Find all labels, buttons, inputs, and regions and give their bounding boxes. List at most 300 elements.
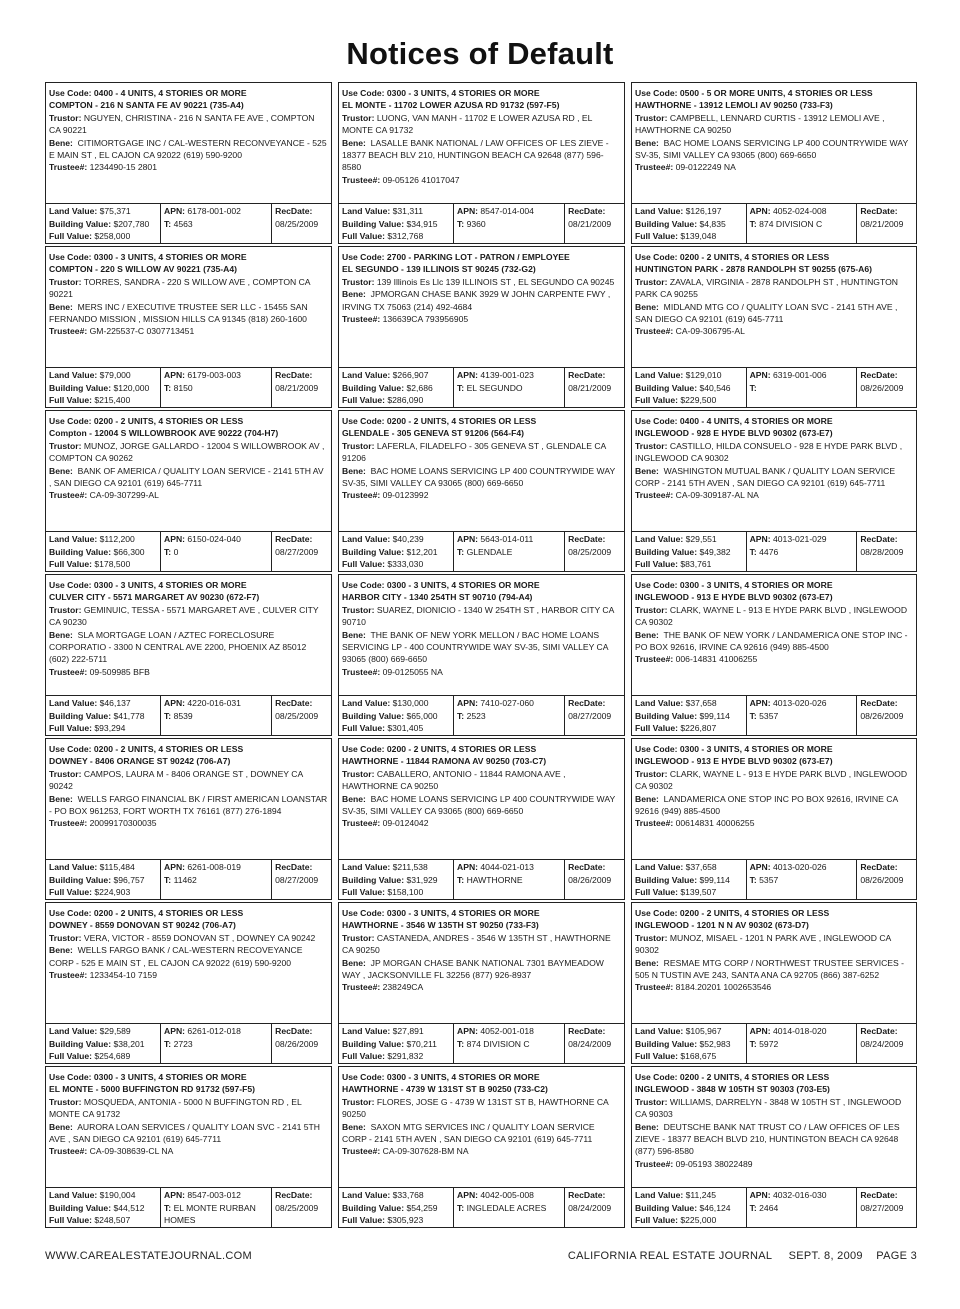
trustee-label: Trustee#: <box>49 970 88 981</box>
trustor-label: Trustor: <box>342 112 375 123</box>
apn-cell <box>453 696 564 735</box>
trustor-value: LUONG, VAN MANH - 11702 E LOWER AZUSA RD , EL MONTE CA 91732 <box>342 112 593 136</box>
land-value-label: Land Value: <box>49 534 98 544</box>
building-value: $41,778 <box>113 710 145 721</box>
bene-line <box>635 137 913 162</box>
land-value-label: Land Value: <box>342 1026 391 1036</box>
values-cell <box>339 368 453 407</box>
apn-cell <box>453 860 564 899</box>
bene-value: SLA MORTGAGE LOAN / AZTEC FORECLOSURE CORPORATIO - 3300 N CENTRAL AVE 2200, PHOENIX AZ 85012 (602) 222-5711 <box>49 629 307 665</box>
notice-body <box>339 739 624 859</box>
trustee-value: 09-05126 41017047 <box>382 174 460 185</box>
recdate-cell <box>564 1188 624 1227</box>
notice-body <box>339 1067 624 1187</box>
recdate-label: RecDate: <box>568 1026 606 1036</box>
building-value-label: Building Value: <box>635 1038 698 1049</box>
apn-label: APN: <box>457 1026 479 1036</box>
full-value-label: Full Value: <box>635 723 678 734</box>
notice-card <box>338 574 625 736</box>
full-value: $139,048 <box>680 231 717 242</box>
apn-label: APN: <box>457 862 479 872</box>
recdate-label: RecDate: <box>275 1026 313 1036</box>
bene-line <box>49 301 328 326</box>
notice-values-row <box>632 1187 916 1227</box>
bene-label: Bene: <box>635 301 659 312</box>
bene-value: SAXON MTG SERVICES INC / QUALITY LOAN SERVICE CORP - 2141 5TH AVEN , SAN DIEGO CA 92101 (619) 645-7711 <box>342 1121 595 1145</box>
trustee-line <box>49 969 328 981</box>
notice-card <box>338 902 625 1064</box>
tract-label: T: <box>164 1202 172 1213</box>
property-address: HUNTINGTON PARK - 2878 RANDOLPH ST 90255 (675-A6) <box>635 264 873 275</box>
notice-card <box>45 574 332 736</box>
trustor-label: Trustor: <box>635 1096 668 1107</box>
bene-line <box>635 793 913 818</box>
full-value-label: Full Value: <box>342 559 385 570</box>
apn-cell <box>453 368 564 407</box>
tract-label: T: <box>457 710 465 721</box>
notice-card <box>338 410 625 572</box>
property-address: GLENDALE - 305 GENEVA ST 91206 (564-F4) <box>342 428 524 439</box>
apn-cell <box>453 204 564 243</box>
property-address: Compton - 12004 S WILLOWBROOK AVE 90222 (704-H7) <box>49 428 279 439</box>
full-value-label: Full Value: <box>342 723 385 734</box>
full-value-label: Full Value: <box>635 1215 678 1226</box>
bene-label: Bene: <box>342 629 366 640</box>
land-value-label: Land Value: <box>635 698 684 708</box>
land-value: $11,245 <box>685 1190 717 1200</box>
notice-values-row <box>632 859 916 899</box>
bene-value: DEUTSCHE BANK NAT TRUST CO / LAW OFFICES OF LES ZIEVE - 18377 BEACH BLVD 210, HUNTINGTON BEACH CA 92648 (877) 596-8580 <box>635 1121 900 1157</box>
tract-label: T: <box>749 218 757 229</box>
notice-card <box>338 738 625 900</box>
bene-label: Bene: <box>635 1121 659 1132</box>
building-value-label: Building Value: <box>342 1038 405 1049</box>
tract-value: 874 DIVISION C <box>466 1038 530 1049</box>
bene-value: THE BANK OF NEW YORK MELLON / BAC HOME LOANS SERVICING LP - 400 COUNTRYWIDE WAY SV-35, SIMI VALLEY CA 93065 (800) 669-6650 <box>342 629 609 665</box>
land-value: $105,967 <box>685 1026 722 1036</box>
full-value-label: Full Value: <box>49 1215 92 1226</box>
apn-label: APN: <box>164 862 186 872</box>
notice-column <box>631 82 917 1228</box>
apn-value: 6150-024-040 <box>187 534 241 544</box>
apn-cell <box>746 1024 857 1063</box>
building-value-label: Building Value: <box>635 874 698 885</box>
trustor-label: Trustor: <box>342 604 375 615</box>
trustor-value: CLARK, WAYNE L - 913 E HYDE PARK BLVD , INGLEWOOD CA 90302 <box>635 768 908 792</box>
notice-body <box>632 1067 916 1187</box>
building-value: $70,211 <box>406 1038 437 1049</box>
notice-values-row <box>339 1023 624 1063</box>
bene-value: JP MORGAN CHASE BANK NATIONAL 7301 BAYMEADOW WAY , JACKSONVILLE FL 32256 (877) 926-8937 <box>342 957 604 981</box>
values-cell <box>632 860 746 899</box>
values-cell <box>632 1188 746 1227</box>
full-value-label: Full Value: <box>342 1215 385 1226</box>
use-code: Use Code: 0300 - 3 UNITS, 4 STORIES OR MORE <box>342 1072 540 1082</box>
bene-label: Bene: <box>635 793 659 804</box>
land-value: $37,658 <box>685 862 717 872</box>
bene-value: BANK OF AMERICA / QUALITY LOAN SERVICE - 2141 5TH AV , SAN DIEGO CA 92101 (619) 645-7711 <box>49 465 324 489</box>
bene-label: Bene: <box>342 957 366 968</box>
full-value: $305,923 <box>387 1215 424 1226</box>
apn-label: APN: <box>164 206 186 216</box>
notice-body <box>339 83 624 203</box>
page-title: Notices of Default <box>346 36 614 71</box>
trustee-value: 09-0123992 <box>382 490 429 501</box>
trustee-value: CA-09-309187-AL NA <box>675 490 759 501</box>
bene-line <box>342 1121 621 1146</box>
building-value: $44,512 <box>113 1202 145 1213</box>
land-value-label: Land Value: <box>635 1190 684 1200</box>
trustor-value: CAMPBELL, LENNARD CURTIS - 13912 LEMOLI AVE , HAWTHORNE CA 90250 <box>635 112 885 136</box>
notice-card <box>45 1066 332 1228</box>
trustee-value: GM-225537-C 0307713451 <box>89 326 195 337</box>
tract-value: 5972 <box>759 1038 779 1049</box>
apn-cell <box>160 532 271 571</box>
property-address: DOWNEY - 8406 ORANGE ST 90242 (706-A7) <box>49 756 231 767</box>
notice-values-row <box>46 1023 331 1063</box>
recdate-cell <box>564 696 624 735</box>
recdate-value: 08/21/2009 <box>860 218 904 229</box>
notice-values-row <box>632 367 916 407</box>
notice-values-row <box>339 367 624 407</box>
bene-value: BAC HOME LOANS SERVICING LP 400 COUNTRYWIDE WAY SV-35, SIMI VALLEY CA 93065 (800) 669-6650 <box>635 137 909 161</box>
land-value-label: Land Value: <box>49 1026 98 1036</box>
full-value: $254,689 <box>94 1051 131 1062</box>
notice-values-row <box>46 203 331 243</box>
trustor-label: Trustor: <box>49 276 82 287</box>
trustee-line <box>342 981 621 993</box>
bene-value: MERS INC / EXECUTIVE TRUSTEE SER LLC - 15455 SAN FERNANDO MISSION , MISSION HILLS CA 91345 (818) 260-1600 <box>49 301 308 325</box>
trustee-line <box>635 817 913 829</box>
building-value: $96,757 <box>113 874 145 885</box>
tract-label: T: <box>749 1202 757 1213</box>
footer-website: WWW.CAREALESTATEJOURNAL.COM <box>45 1250 252 1262</box>
land-value: $27,891 <box>392 1026 424 1036</box>
property-address: EL MONTE - 11702 LOWER AZUSA RD 91732 (597-F5) <box>342 100 560 111</box>
recdate-label: RecDate: <box>568 1190 606 1200</box>
apn-label: APN: <box>749 698 771 708</box>
land-value-label: Land Value: <box>635 534 684 544</box>
property-address: HAWTHORNE - 4739 W 131ST ST B 90250 (733-C2) <box>342 1084 548 1095</box>
apn-value: 4139-001-023 <box>480 370 534 380</box>
land-value-label: Land Value: <box>635 370 684 380</box>
recdate-value: 08/27/2009 <box>275 874 319 885</box>
recdate-value: 08/21/2009 <box>568 218 612 229</box>
bene-value: MIDLAND MTG CO / QUALITY LOAN SVC - 2141 5TH AVE , SAN DIEGO CA 92101 (619) 645-7711 <box>635 301 898 325</box>
trustee-value: 09-0125055 NA <box>382 666 443 677</box>
building-value: $52,983 <box>699 1038 731 1049</box>
bene-value: WELLS FARGO FINANCIAL BK / FIRST AMERICAN LOANSTAR - PO BOX 961253, FORT WORTH TX 76161 (877) 276-1894 <box>49 793 328 817</box>
apn-cell <box>746 532 857 571</box>
tract-value: 4476 <box>759 546 779 557</box>
land-value: $115,484 <box>99 862 135 872</box>
notice-card <box>338 1066 625 1228</box>
notice-values-row <box>339 1187 624 1227</box>
land-value-label: Land Value: <box>635 862 684 872</box>
trustor-line <box>635 112 913 137</box>
bene-label: Bene: <box>342 1121 366 1132</box>
tract-label: T: <box>457 1202 465 1213</box>
tract-value: 5357 <box>759 874 779 885</box>
land-value: $31,311 <box>392 206 424 216</box>
building-value: $4,835 <box>699 218 726 229</box>
notice-card <box>45 738 332 900</box>
notice-card <box>631 82 917 244</box>
recdate-label: RecDate: <box>275 862 313 872</box>
full-value: $291,832 <box>387 1051 424 1062</box>
tract-value: EL MONTE RURBAN HOMES <box>164 1202 256 1226</box>
land-value: $126,197 <box>685 206 722 216</box>
full-value: $93,294 <box>94 723 126 734</box>
bene-value: CITIMORTGAGE INC / CAL-WESTERN RECONVEYANCE - 525 E MAIN ST , EL CAJON CA 92022 (619) 590-9200 <box>49 137 327 161</box>
trustee-label: Trustee#: <box>635 326 674 337</box>
apn-cell <box>746 1188 857 1227</box>
recdate-cell <box>856 204 916 243</box>
values-cell <box>339 696 453 735</box>
apn-label: APN: <box>164 698 186 708</box>
trustee-value: 006-14831 41006255 <box>675 654 758 665</box>
trustee-line <box>635 489 913 501</box>
bene-label: Bene: <box>635 137 659 148</box>
building-value-label: Building Value: <box>49 710 112 721</box>
recdate-cell <box>271 532 331 571</box>
values-cell <box>632 1024 746 1063</box>
building-value: $207,780 <box>113 218 150 229</box>
notice-card <box>45 410 332 572</box>
building-value-label: Building Value: <box>635 546 698 557</box>
bene-label: Bene: <box>635 957 659 968</box>
tract-label: T: <box>749 874 757 885</box>
apn-value: 4042-005-008 <box>480 1190 534 1200</box>
values-cell <box>339 532 453 571</box>
recdate-value: 08/27/2009 <box>860 1202 904 1213</box>
trustee-value: CA-09-307299-AL <box>89 490 159 501</box>
recdate-value: 08/25/2009 <box>568 546 612 557</box>
building-value-label: Building Value: <box>49 1038 112 1049</box>
land-value: $40,239 <box>392 534 424 544</box>
trustee-label: Trustee#: <box>49 818 88 829</box>
trustee-line <box>342 489 621 501</box>
full-value: $301,405 <box>387 723 424 734</box>
trustor-label: Trustor: <box>49 112 82 123</box>
full-value: $178,500 <box>94 559 131 570</box>
recdate-value: 08/26/2009 <box>568 874 612 885</box>
notice-values-row <box>632 531 916 571</box>
full-value: $333,030 <box>387 559 424 570</box>
recdate-value: 08/25/2009 <box>275 1202 319 1213</box>
recdate-label: RecDate: <box>568 698 606 708</box>
trustee-label: Trustee#: <box>635 982 674 993</box>
building-value-label: Building Value: <box>342 710 405 721</box>
notice-values-row <box>339 859 624 899</box>
values-cell <box>339 1024 453 1063</box>
trustee-line <box>342 1145 621 1157</box>
building-value-label: Building Value: <box>635 1202 698 1213</box>
building-value-label: Building Value: <box>635 710 698 721</box>
recdate-cell <box>856 860 916 899</box>
trustee-label: Trustee#: <box>635 1158 674 1169</box>
recdate-value: 08/26/2009 <box>860 382 904 393</box>
tract-label: T: <box>164 1038 172 1049</box>
apn-label: APN: <box>749 1190 771 1200</box>
recdate-label: RecDate: <box>860 370 898 380</box>
values-cell <box>46 860 160 899</box>
notice-body <box>632 739 916 859</box>
bene-line <box>342 629 621 666</box>
use-code: Use Code: 0300 - 3 UNITS, 4 STORIES OR MORE <box>49 252 247 262</box>
tract-label: T: <box>457 382 465 393</box>
trustor-line <box>49 604 328 629</box>
building-value: $34,915 <box>406 218 438 229</box>
bene-line <box>635 957 913 982</box>
recdate-value: 08/26/2009 <box>275 1038 319 1049</box>
notices-grid <box>45 82 917 1228</box>
land-value: $29,551 <box>685 534 717 544</box>
building-value-label: Building Value: <box>342 218 405 229</box>
trustor-label: Trustor: <box>49 932 82 943</box>
trustee-label: Trustee#: <box>342 174 381 185</box>
apn-cell <box>453 532 564 571</box>
land-value-label: Land Value: <box>49 862 98 872</box>
land-value: $190,004 <box>99 1190 136 1200</box>
bene-line <box>49 944 328 969</box>
apn-value: 4044-021-013 <box>480 862 534 872</box>
apn-value: 4013-020-026 <box>773 698 827 708</box>
full-value-label: Full Value: <box>342 1051 385 1062</box>
use-code: Use Code: 0200 - 2 UNITS, 4 STORIES OR LESS <box>342 744 537 754</box>
bene-line <box>49 629 328 666</box>
use-code: Use Code: 0200 - 2 UNITS, 4 STORIES OR LESS <box>635 252 830 262</box>
recdate-cell <box>856 532 916 571</box>
property-address: DOWNEY - 8559 DONOVAN ST 90242 (706-A7) <box>49 920 236 931</box>
recdate-value: 08/24/2009 <box>860 1038 904 1049</box>
trustor-value: CASTILLO, HILDA CONSUELO - 928 E HYDE PARK BLVD , INGLEWOOD CA 90302 <box>635 440 903 464</box>
trustor-value: NGUYEN, CHRISTINA - 216 N SANTA FE AVE , COMPTON CA 90221 <box>49 112 315 136</box>
trustor-label: Trustor: <box>635 932 668 943</box>
building-value-label: Building Value: <box>342 1202 405 1213</box>
apn-value: 4013-020-026 <box>773 862 827 872</box>
building-value: $99,114 <box>699 710 730 721</box>
bene-line <box>342 288 621 313</box>
values-cell <box>339 860 453 899</box>
bene-line <box>635 301 913 326</box>
trustee-label: Trustee#: <box>49 490 88 501</box>
values-cell <box>46 532 160 571</box>
trustee-value: 238249CA <box>382 982 424 993</box>
property-address: INGLEWOOD - 913 E HYDE BLVD 90302 (673-E7) <box>635 756 833 767</box>
notice-values-row <box>46 695 331 735</box>
land-value-label: Land Value: <box>49 1190 98 1200</box>
apn-label: APN: <box>164 534 186 544</box>
recdate-label: RecDate: <box>568 206 606 216</box>
apn-cell <box>746 204 857 243</box>
trustor-label: Trustor: <box>635 604 668 615</box>
use-code: Use Code: 2700 - PARKING LOT - PATRON / EMPLOYEE <box>342 252 570 262</box>
bene-value: JPMORGAN CHASE BANK 3929 W JOHN CARPENTE FWY , IRVING TX 75063 (214) 492-4684 <box>342 289 611 312</box>
notice-body <box>46 1067 331 1187</box>
notice-values-row <box>339 203 624 243</box>
trustor-label: Trustor: <box>49 440 82 451</box>
trustee-value: 1234490-15 2801 <box>89 162 157 173</box>
apn-cell <box>160 368 271 407</box>
recdate-cell <box>564 204 624 243</box>
full-value-label: Full Value: <box>635 231 678 242</box>
building-value-label: Building Value: <box>49 218 112 229</box>
land-value-label: Land Value: <box>635 206 684 216</box>
building-value: $66,300 <box>113 546 145 557</box>
use-code: Use Code: 0300 - 3 UNITS, 4 STORIES OR MORE <box>635 744 833 754</box>
apn-value: 4013-021-029 <box>773 534 827 544</box>
trustor-line <box>635 440 913 465</box>
values-cell <box>632 204 746 243</box>
bene-value: RESMAE MTG CORP / NORTHWEST TRUSTEE SERVICES - 505 N TUSTIN AVE 243, SANTA ANA CA 92705 (866) 387-6252 <box>635 957 905 981</box>
notice-body <box>339 247 624 367</box>
trustee-label: Trustee#: <box>342 666 381 677</box>
values-cell <box>632 532 746 571</box>
trustor-label: Trustor: <box>342 440 375 451</box>
tract-value: 874 DIVISION C <box>759 218 823 229</box>
notice-values-row <box>46 531 331 571</box>
bene-line <box>49 1121 328 1146</box>
recdate-label: RecDate: <box>860 206 898 216</box>
building-value: $120,000 <box>113 382 150 393</box>
recdate-value: 08/28/2009 <box>860 546 904 557</box>
apn-label: APN: <box>457 206 479 216</box>
property-address: EL MONTE - 5000 BUFFINGTON RD 91732 (597-F5) <box>49 1084 255 1095</box>
apn-label: APN: <box>164 1026 186 1036</box>
recdate-label: RecDate: <box>860 1026 898 1036</box>
trustor-label: Trustor: <box>49 604 82 615</box>
property-address: INGLEWOOD - 1201 N N AV 90302 (673-D7) <box>635 920 809 931</box>
notice-body <box>632 903 916 1023</box>
trustee-label: Trustee#: <box>49 1146 88 1157</box>
land-value: $211,538 <box>392 862 428 872</box>
trustor-line <box>342 932 621 957</box>
building-value-label: Building Value: <box>342 382 405 393</box>
building-value: $65,000 <box>406 710 438 721</box>
trustor-line <box>342 768 621 793</box>
apn-value: 7410-027-060 <box>480 698 534 708</box>
trustee-line <box>342 817 621 829</box>
notice-body <box>339 575 624 695</box>
recdate-cell <box>564 860 624 899</box>
property-address: COMPTON - 220 S WILLOW AV 90221 (735-A4) <box>49 264 237 275</box>
building-value: $40,546 <box>699 382 731 393</box>
property-address: EL SEGUNDO - 139 ILLINOIS ST 90245 (732-G2) <box>342 264 536 275</box>
trustor-line <box>635 768 913 793</box>
values-cell <box>339 204 453 243</box>
use-code: Use Code: 0400 - 4 UNITS, 4 STORIES OR MORE <box>635 416 833 426</box>
trustee-line <box>635 1158 913 1170</box>
trustee-line <box>342 313 621 325</box>
full-value: $225,000 <box>680 1215 717 1226</box>
full-value-label: Full Value: <box>49 1051 92 1062</box>
recdate-value: 08/21/2009 <box>568 382 612 393</box>
apn-cell <box>160 1024 271 1063</box>
values-cell <box>632 368 746 407</box>
bene-line <box>635 1121 913 1158</box>
trustee-label: Trustee#: <box>342 982 381 993</box>
notice-values-row <box>339 531 624 571</box>
use-code: Use Code: 0200 - 2 UNITS, 4 STORIES OR LESS <box>49 416 244 426</box>
values-cell <box>46 696 160 735</box>
tract-value: 4563 <box>173 218 193 229</box>
apn-label: APN: <box>164 1190 186 1200</box>
use-code: Use Code: 0300 - 3 UNITS, 4 STORIES OR MORE <box>635 580 833 590</box>
bene-line <box>342 957 621 982</box>
trustee-line <box>635 325 913 337</box>
trustee-value: 09-509985 BFB <box>89 666 150 677</box>
